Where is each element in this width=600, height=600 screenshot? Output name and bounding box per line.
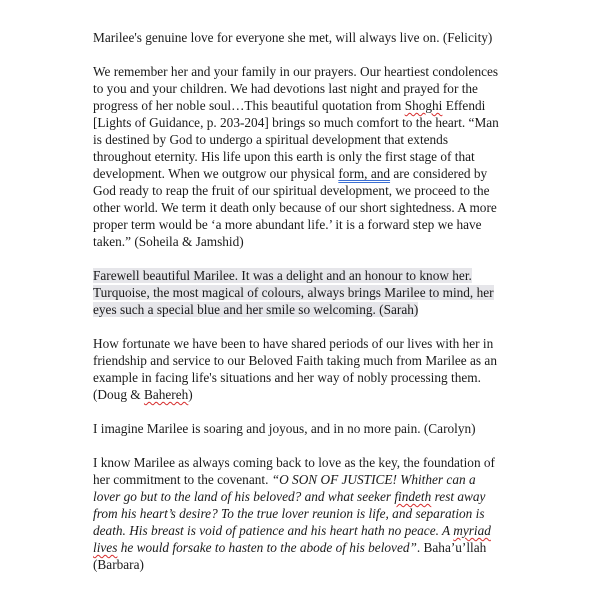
quotation-text: rest away from his heart’s desire? To the true lover reunion is life, and separation is death. His breast is void of patience and his heart hath no peace. A bbox=[93, 489, 486, 538]
paragraph-text: How fortunate we have been to have shared periods of our lives with her in friendship and service to our Beloved Faith taking much from Marilee as an example in facing life's situations and her way of nobly processing them. (Doug & bbox=[93, 336, 497, 402]
paragraph-text: I imagine Marilee is soaring and joyous, and in no more pain. (Carolyn) bbox=[93, 421, 476, 436]
paragraph-sarah bbox=[93, 267, 503, 318]
paragraph-felicity bbox=[93, 29, 503, 46]
paragraph-text: Marilee's genuine love for everyone she met, will always live on. (Felicity) bbox=[93, 30, 493, 45]
paragraph-doug-bahereh bbox=[93, 335, 503, 403]
paragraph-text: ) bbox=[188, 387, 193, 402]
document-body bbox=[93, 29, 503, 590]
paragraph-text: I know Marilee as always coming back to love as the key, the foundation of her commitment to the covenant. bbox=[93, 455, 495, 487]
spelling-flag-shoghi[interactable]: Shoghi bbox=[404, 98, 443, 113]
spelling-flag-findeth[interactable]: findeth bbox=[394, 489, 432, 504]
paragraph-text: Effendi [Lights of Guidance, p. 203-204] brings so much comfort to the heart. “Man is destined by God to undergo a spiritual development that extends throughout eternity. His life upon this earth is only the first stage of that development. When we outgrow our physical bbox=[93, 98, 499, 181]
grammar-flag-form-and[interactable]: form, and bbox=[338, 166, 391, 181]
paragraph-text: are considered by God ready to reap the fruit of our spiritual development, we proceed to the other world. We term it death only because of our short sightedness. A more proper term would be ‘a more abundant life.’ it is a forward step we have taken.” (Soheila & Jamshid) bbox=[93, 166, 497, 249]
spelling-flag-myriad-lives[interactable]: myriad lives bbox=[93, 523, 491, 555]
quotation-text: “O SON OF JUSTICE! Whither can a lover go but to the land of his beloved? and what seeker bbox=[93, 472, 476, 504]
paragraph-barbara bbox=[93, 454, 503, 573]
quotation-text: he would forsake to hasten to the abode of his beloved” bbox=[117, 540, 417, 555]
paragraph-carolyn bbox=[93, 420, 503, 437]
selected-text[interactable]: Farewell beautiful Marilee. It was a delight and an honour to know her. Turquoise, the most magical of colours, always brings Marilee to mind, her eyes such a special blue and her smile so welcoming. (Sarah) bbox=[93, 268, 494, 317]
paragraph-text: We remember her and your family in our prayers. Our heartiest condolences to you and your children. We had devotions last night and prayed for the progress of her noble soul…This beautiful quotation from bbox=[93, 64, 499, 113]
spelling-flag-bahereh[interactable]: Bahereh bbox=[143, 387, 189, 402]
paragraph-text: . Baha’u’llah (Barbara) bbox=[93, 540, 487, 572]
paragraph-soheila-jamshid bbox=[93, 63, 503, 250]
